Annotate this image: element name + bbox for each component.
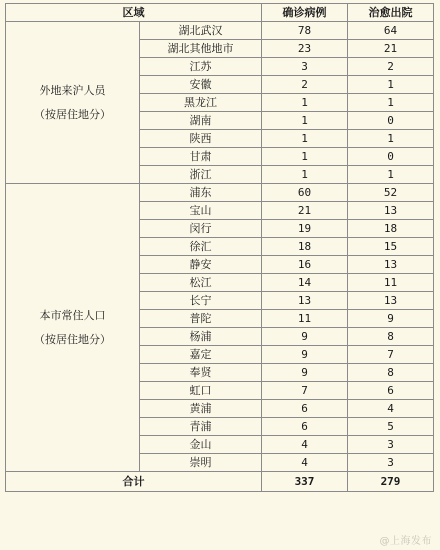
discharged-cell: 11	[348, 274, 434, 292]
confirmed-cell: 78	[262, 22, 348, 40]
table-row	[6, 184, 434, 202]
region-name-cell: 浙江	[140, 166, 262, 184]
total-label: 合计	[6, 472, 262, 492]
region-name-cell: 金山	[140, 436, 262, 454]
discharged-cell: 4	[348, 400, 434, 418]
confirmed-cell: 9	[262, 328, 348, 346]
discharged-cell: 3	[348, 436, 434, 454]
region-name-cell: 普陀	[140, 310, 262, 328]
discharged-cell: 64	[348, 22, 434, 40]
region-name-cell: 湖北其他地市	[140, 40, 262, 58]
region-name-cell: 江苏	[140, 58, 262, 76]
confirmed-cell: 2	[262, 76, 348, 94]
discharged-cell: 18	[348, 220, 434, 238]
discharged-cell: 2	[348, 58, 434, 76]
discharged-cell: 6	[348, 382, 434, 400]
confirmed-cell: 4	[262, 436, 348, 454]
region-name-cell: 湖北武汉	[140, 22, 262, 40]
header-region: 区域	[6, 4, 262, 22]
discharged-cell: 5	[348, 418, 434, 436]
confirmed-cell: 1	[262, 112, 348, 130]
discharged-cell: 0	[348, 148, 434, 166]
discharged-cell: 8	[348, 328, 434, 346]
region-name-cell: 松江	[140, 274, 262, 292]
header-confirmed: 确诊病例	[262, 4, 348, 22]
confirmed-cell: 14	[262, 274, 348, 292]
region-name-cell: 杨浦	[140, 328, 262, 346]
group-label-line1: 本市常住人口	[39, 308, 106, 322]
region-name-cell: 静安	[140, 256, 262, 274]
discharged-cell: 7	[348, 346, 434, 364]
table-body	[6, 22, 434, 472]
confirmed-cell: 13	[262, 292, 348, 310]
discharged-cell: 52	[348, 184, 434, 202]
confirmed-cell: 9	[262, 346, 348, 364]
total-confirmed: 337	[262, 472, 348, 492]
confirmed-cell: 1	[262, 148, 348, 166]
confirmed-cell: 6	[262, 400, 348, 418]
confirmed-cell: 23	[262, 40, 348, 58]
table-row	[6, 22, 434, 40]
table-header-row	[6, 4, 434, 22]
region-name-cell: 浦东	[140, 184, 262, 202]
group-label	[6, 184, 140, 472]
confirmed-cell: 21	[262, 202, 348, 220]
discharged-cell: 1	[348, 130, 434, 148]
confirmed-cell: 9	[262, 364, 348, 382]
region-name-cell: 闵行	[140, 220, 262, 238]
discharged-cell: 3	[348, 454, 434, 472]
region-name-cell: 虹口	[140, 382, 262, 400]
discharged-cell: 1	[348, 94, 434, 112]
region-name-cell: 青浦	[140, 418, 262, 436]
region-name-cell: 奉贤	[140, 364, 262, 382]
confirmed-cell: 1	[262, 94, 348, 112]
confirmed-cell: 4	[262, 454, 348, 472]
confirmed-cell: 11	[262, 310, 348, 328]
discharged-cell: 9	[348, 310, 434, 328]
region-name-cell: 长宁	[140, 292, 262, 310]
discharged-cell: 13	[348, 292, 434, 310]
confirmed-cell: 3	[262, 58, 348, 76]
group-label	[6, 22, 140, 184]
region-name-cell: 黄浦	[140, 400, 262, 418]
region-name-cell: 宝山	[140, 202, 262, 220]
case-statistics-table	[5, 3, 434, 492]
group-label-line1: 外地来沪人员	[39, 83, 106, 97]
region-name-cell: 甘肃	[140, 148, 262, 166]
discharged-cell: 0	[348, 112, 434, 130]
total-discharged: 279	[348, 472, 434, 492]
confirmed-cell: 16	[262, 256, 348, 274]
region-name-cell: 黑龙江	[140, 94, 262, 112]
discharged-cell: 13	[348, 202, 434, 220]
region-name-cell: 崇明	[140, 454, 262, 472]
region-name-cell: 安徽	[140, 76, 262, 94]
group-label-line2: （按居住地分）	[34, 332, 111, 346]
region-name-cell: 陕西	[140, 130, 262, 148]
confirmed-cell: 7	[262, 382, 348, 400]
region-name-cell: 嘉定	[140, 346, 262, 364]
discharged-cell: 1	[348, 76, 434, 94]
source-watermark: @上海发布	[379, 536, 432, 547]
discharged-cell: 8	[348, 364, 434, 382]
confirmed-cell: 6	[262, 418, 348, 436]
group-label-line2: （按居住地分）	[34, 107, 111, 121]
discharged-cell: 1	[348, 166, 434, 184]
confirmed-cell: 19	[262, 220, 348, 238]
total-row	[6, 472, 434, 492]
confirmed-cell: 60	[262, 184, 348, 202]
discharged-cell: 21	[348, 40, 434, 58]
confirmed-cell: 1	[262, 130, 348, 148]
confirmed-cell: 1	[262, 166, 348, 184]
discharged-cell: 15	[348, 238, 434, 256]
region-name-cell: 湖南	[140, 112, 262, 130]
header-discharged: 治愈出院	[348, 4, 434, 22]
discharged-cell: 13	[348, 256, 434, 274]
confirmed-cell: 18	[262, 238, 348, 256]
region-name-cell: 徐汇	[140, 238, 262, 256]
